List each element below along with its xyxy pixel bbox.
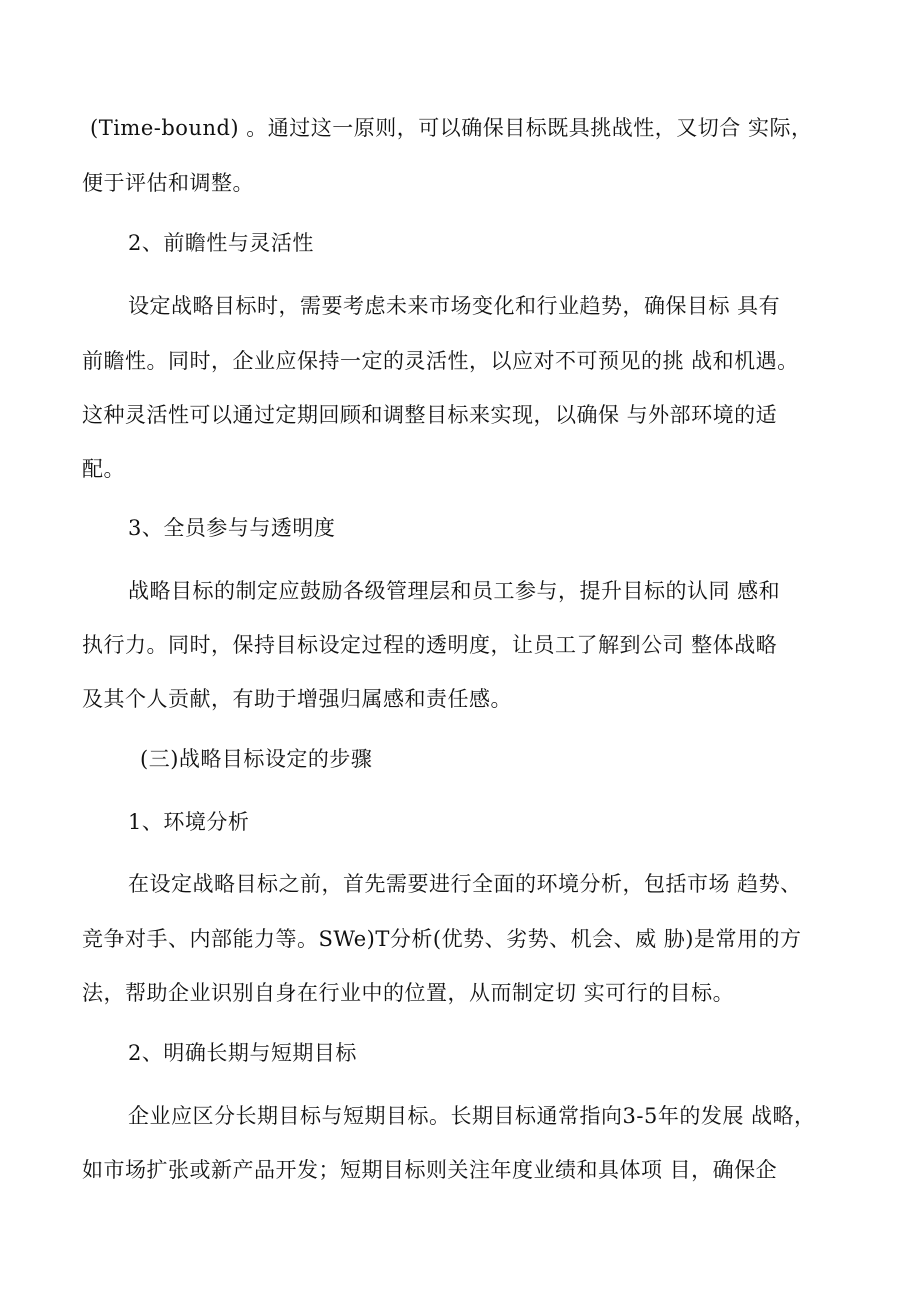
- section-3-line-3: 及其个人贡献，有助于增强归属感和责任感。: [82, 687, 512, 711]
- step-1-line-1: 在设定战略目标之前，首先需要进行全面的环境分析，包括市场 趋势、: [128, 872, 802, 896]
- step-2-line-2: 如市场扩张或新产品开发；短期目标则关注年度业绩和具体项 目，确保企: [82, 1158, 778, 1182]
- intro-line-2: 便于评估和调整。: [82, 171, 254, 195]
- section-2-line-4: 配。: [82, 457, 125, 481]
- section-2-line-3: 这种灵活性可以通过定期回顾和调整目标来实现，以确保 与外部环境的适: [82, 403, 778, 427]
- step-1-heading: 1、环境分析: [128, 810, 250, 834]
- step-1-line-3: 法，帮助企业识别自身在行业中的位置，从而制定切 实可行的目标。: [82, 981, 735, 1005]
- part-3-heading: (三)战略目标设定的步骤: [140, 747, 373, 771]
- section-2-line-2: 前瞻性。同时，企业应保持一定的灵活性，以应对不可预见的挑 战和机遇。: [82, 349, 799, 373]
- section-2-heading: 2、前瞻性与灵活性: [128, 231, 314, 255]
- step-2-line-1: 企业应区分长期目标与短期目标。长期目标通常指向3-5年的发展 战略，: [128, 1104, 816, 1128]
- intro-line-1: (Time-bound) 。通过这一原则，可以确保目标既具挑战性，又切合 实际，: [90, 116, 813, 140]
- section-2-line-1: 设定战略目标时，需要考虑未来市场变化和行业趋势，确保目标 具有: [128, 294, 781, 318]
- step-1-line-2: 竞争对手、内部能力等。SWe)T分析(优势、劣势、机会、威 胁)是常用的方: [82, 927, 802, 951]
- section-3-line-2: 执行力。同时，保持目标设定过程的透明度，让员工了解到公司 整体战略: [82, 633, 778, 657]
- step-2-heading: 2、明确长期与短期目标: [128, 1041, 357, 1065]
- section-3-heading: 3、全员参与与透明度: [128, 516, 336, 540]
- section-3-line-1: 战略目标的制定应鼓励各级管理层和员工参与，提升目标的认同 感和: [128, 579, 781, 603]
